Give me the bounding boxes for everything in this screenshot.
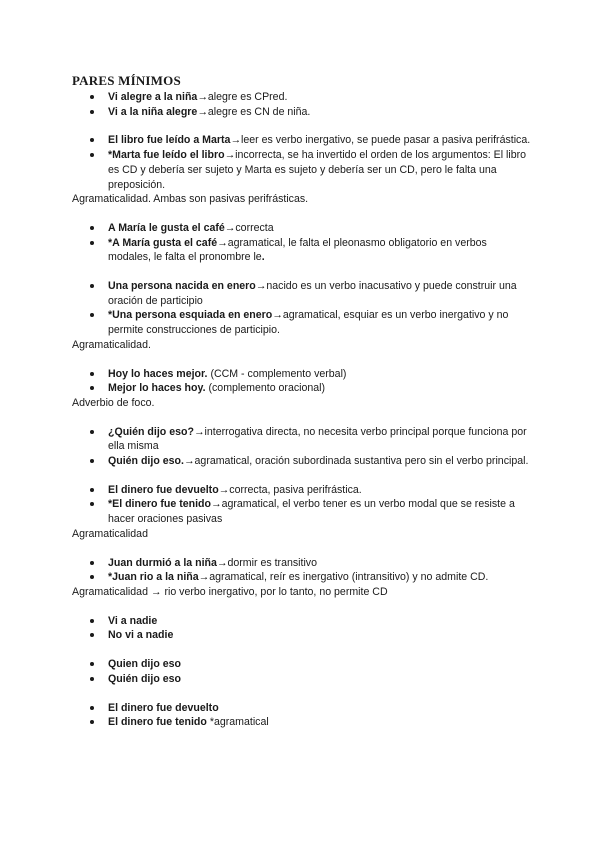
list-item: *Marta fue leído el libro→incorrecta, se ha invertido el orden de los argumentos: El libro es CD y debería ser sujeto y Marta es sujeto y debería ser un CD, pero le falta una preposición. (72, 148, 532, 192)
page-title: PARES MÍNIMOS (72, 73, 181, 88)
pair-list-6 (72, 425, 532, 469)
list-item: ¿Quién dijo eso?→interrogativa directa, no necesita verbo principal porque funciona por ella misma (72, 425, 532, 454)
note-8: Agramaticalidad → rio verbo inergativo, por lo tanto, no permite CD (72, 585, 388, 598)
list-item: No vi a nadie (72, 628, 532, 643)
list-item: Vi alegre a la niña→alegre es CPred. (72, 90, 532, 105)
pair-list-5 (72, 367, 532, 396)
pair-list-9 (72, 614, 532, 643)
list-item: Vi a nadie (72, 614, 532, 629)
note-5: Adverbio de foco. (72, 396, 155, 409)
pair-list-8 (72, 556, 532, 585)
pair-list-11 (72, 701, 532, 730)
list-item: Mejor lo haces hoy. (complemento oracional) (72, 381, 532, 396)
pair-list-7 (72, 483, 532, 527)
list-item: Una persona nacida en enero→nacido es un verbo inacusativo y puede construir una oración de participio (72, 279, 532, 308)
list-item: *Juan rio a la niña→agramatical, reír es inergativo (intransitivo) y no admite CD. (72, 570, 532, 585)
note-4: Agramaticalidad. (72, 338, 151, 351)
note-2: Agramaticalidad. Ambas son pasivas perifrásticas. (72, 193, 309, 206)
list-item: Vi a la niña alegre→alegre es CN de niña. (72, 105, 532, 120)
pair-list-3 (72, 221, 532, 265)
list-item: *Una persona esquiada en enero→agramatical, esquiar es un verbo inergativo y no permite construcciones de participio. (72, 308, 532, 337)
list-item: El dinero fue devuelto (72, 701, 532, 716)
list-item: Quién dijo eso.→agramatical, oración subordinada sustantiva pero sin el verbo principal. (72, 454, 532, 469)
note-7: Agramaticalidad (72, 527, 148, 540)
pair-list-1 (72, 90, 532, 119)
list-item: Quién dijo eso (72, 672, 532, 687)
list-item: *A María gusta el café→agramatical, le falta el pleonasmo obligatorio en verbos modales, le falta el pronombre le. (72, 236, 532, 265)
list-item: Juan durmió a la niña→dormir es transitivo (72, 556, 532, 571)
pair-list-10 (72, 657, 532, 686)
document-page (72, 73, 532, 730)
list-item: El dinero fue devuelto→correcta, pasiva perifrástica. (72, 483, 532, 498)
list-item: *El dinero fue tenido→agramatical, el verbo tener es un verbo modal que se resiste a hacer oraciones pasivas (72, 497, 532, 526)
list-item: A María le gusta el café→correcta (72, 221, 532, 236)
list-item: Quien dijo eso (72, 657, 532, 672)
pair-list-2 (72, 133, 532, 192)
list-item: El dinero fue tenido *agramatical (72, 715, 532, 730)
pair-list-4 (72, 279, 532, 338)
list-item: Hoy lo haces mejor. (CCM - complemento verbal) (72, 367, 532, 382)
list-item: El libro fue leído a Marta→leer es verbo inergativo, se puede pasar a pasiva perifrástica. (72, 133, 532, 148)
